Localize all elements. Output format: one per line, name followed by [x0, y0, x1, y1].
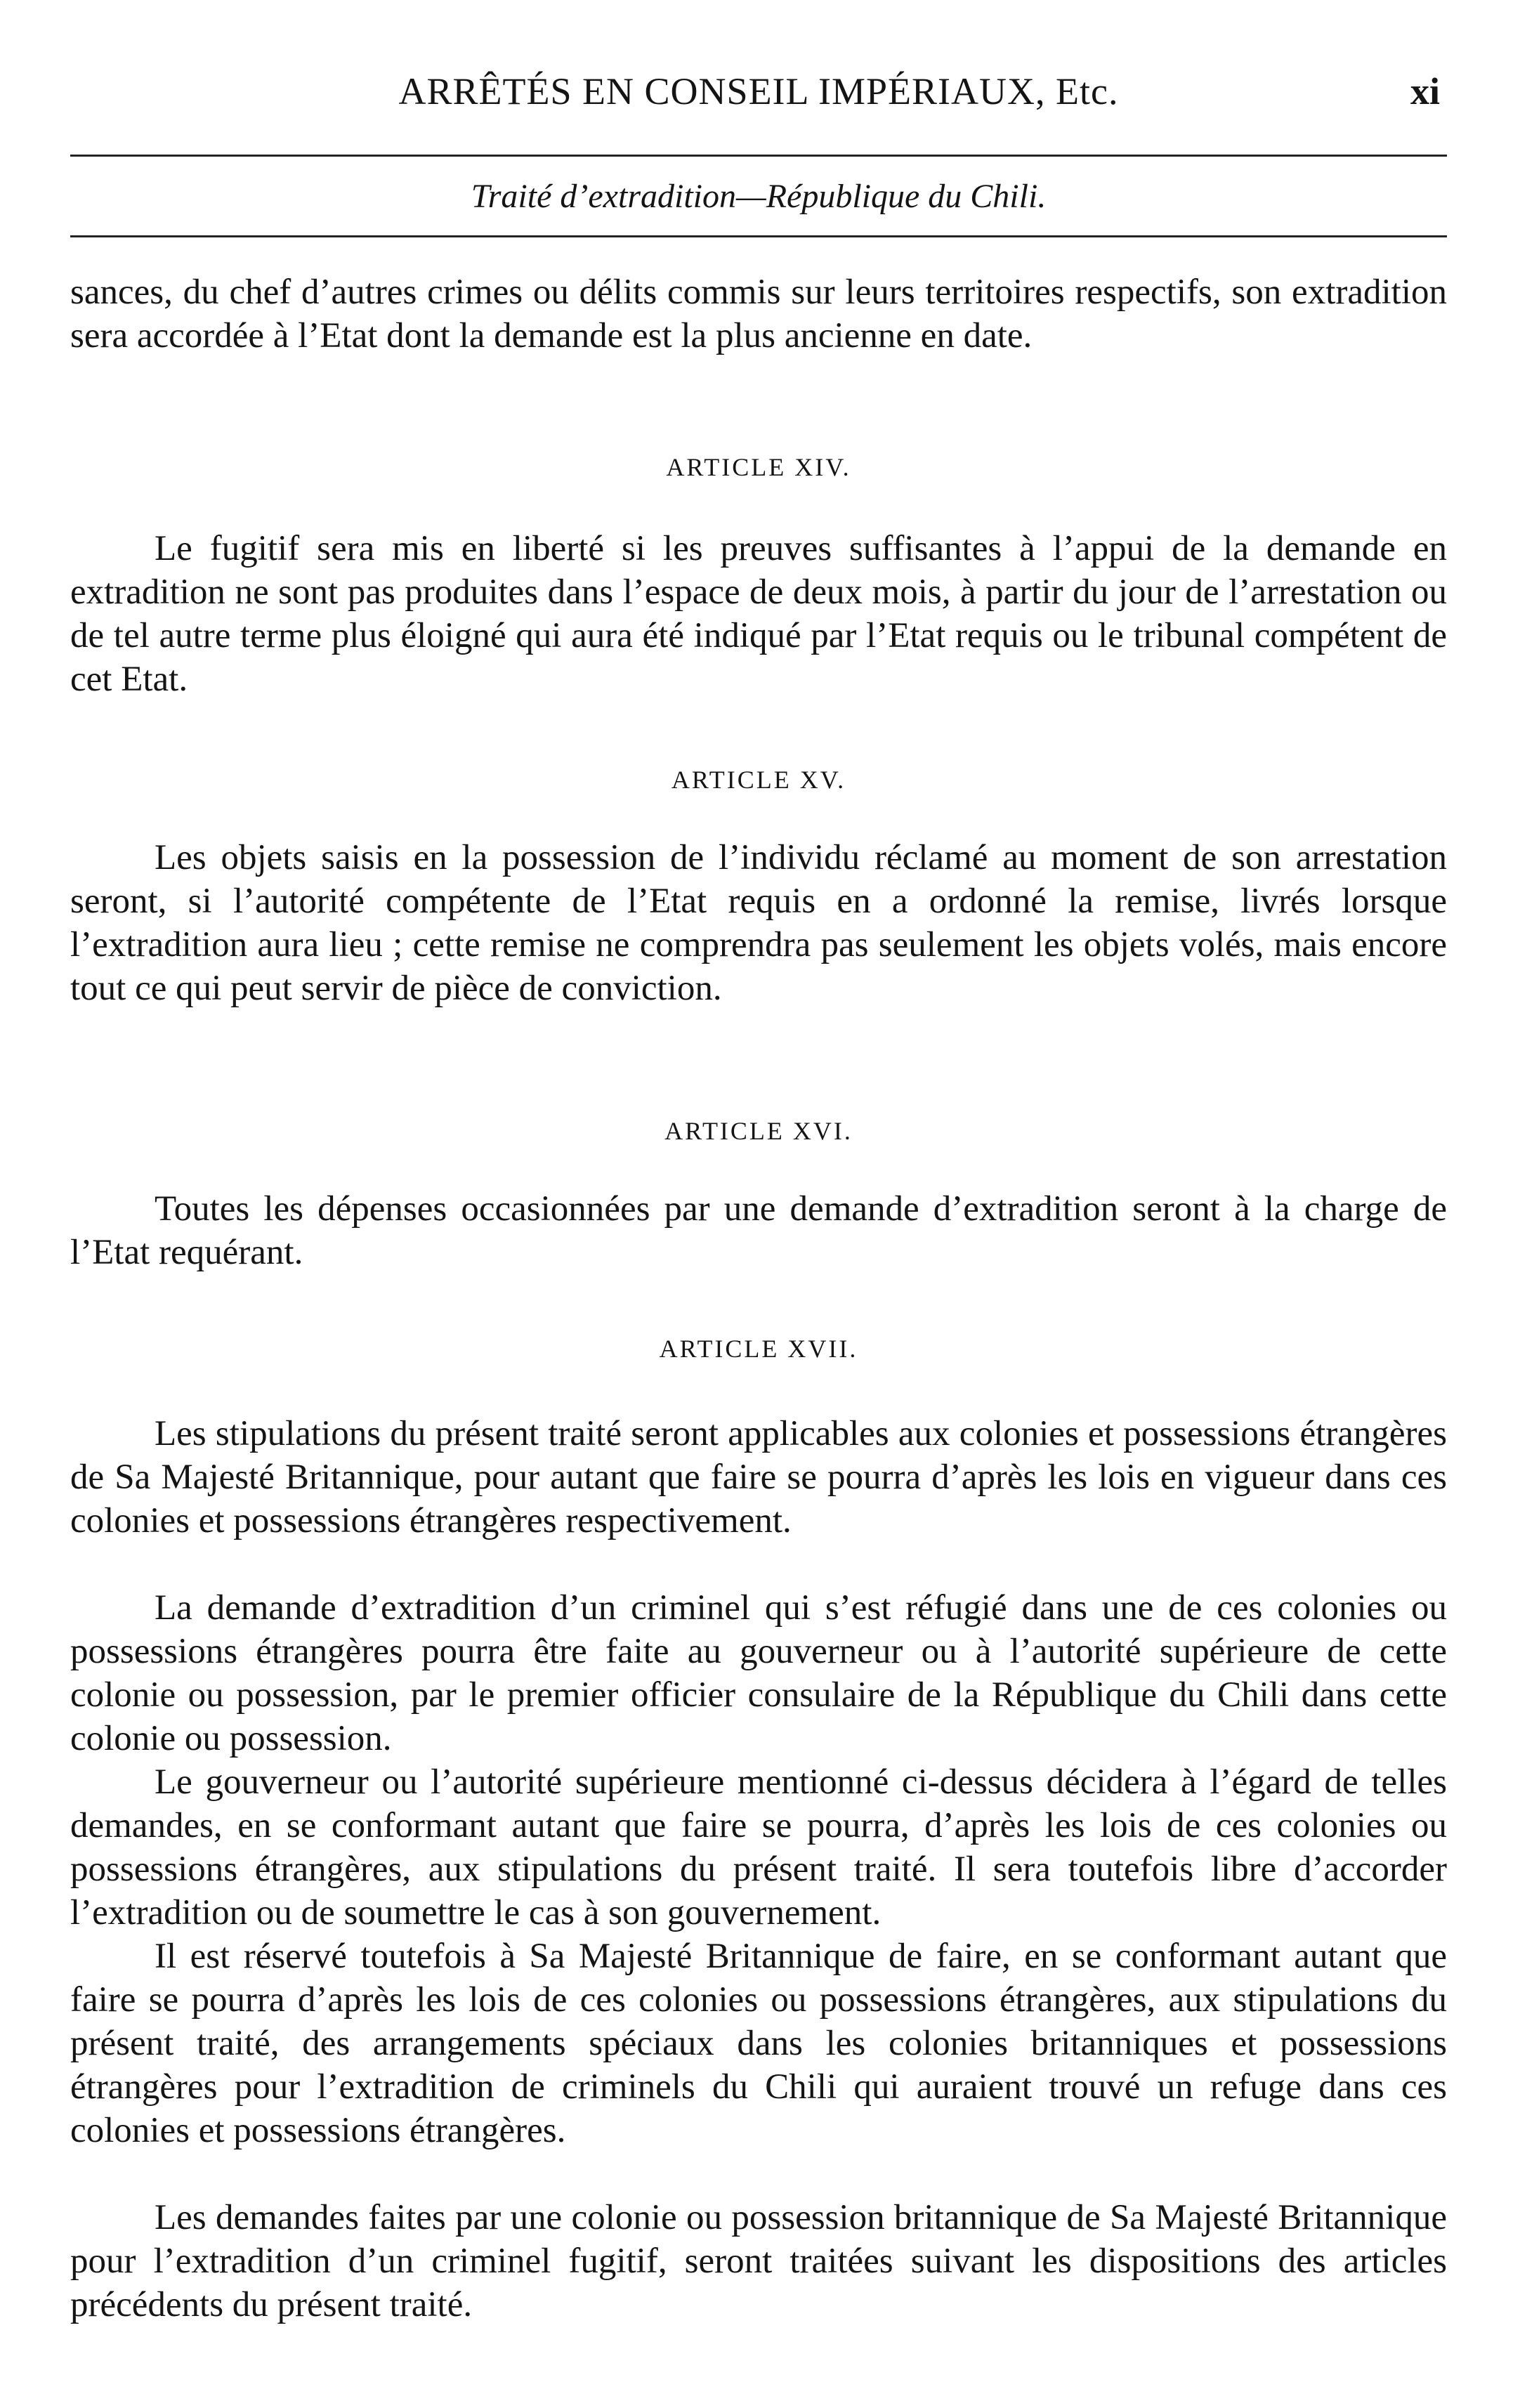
article-15-text: Les objets saisis en la possession de l’individu réclamé au moment de son arrestation seront, si l’autorité compétente de l’Etat requis en a ordonné la remise, livrés lorsque l’extradition aura lieu ; cette remise ne comprendra pas seulement les objets volés, mais encore tout ce qui peut servir de pièce de conviction.: [70, 838, 1447, 1008]
bottom-rule: [70, 235, 1447, 237]
article-17-paragraph: Il est réservé toutefois à Sa Majesté Britannique de faire, en se conformant autant que faire se pourra d’après les lois de ces colonies ou possessions étrangères, aux stipulations du présent traité, des arrangements spéciaux dans les colonies britanniques et possessions étrangères pour l’extradition de criminels du Chili qui auraient trouvé un refuge dans ces colonies et possessions étrangères.: [70, 1937, 1447, 2150]
continuation-paragraph: sances, du chef d’autres crimes ou délits commis sur leurs territoires respectifs, son extradition sera accordée à l’Etat dont la demande est la plus ancienne en date.: [70, 273, 1447, 355]
article-17-heading: ARTICLE XVII.: [659, 1335, 858, 1363]
running-title: ARRÊTÉS EN CONSEIL IMPÉRIAUX, Etc.: [398, 70, 1119, 112]
top-rule: [70, 155, 1447, 157]
article-16-text: Toutes les dépenses occasionnées par une demande d’extradition seront à la charge de l’Etat requérant.: [70, 1189, 1447, 1272]
article-14-text: Le fugitif sera mis en liberté si les preuves suffisantes à l’appui de la demande en extradition ne sont pas produites dans l’espace de deux mois, à partir du jour de l’arrestation ou de tel autre terme plus éloigné qui aura été indiqué par l’Etat requis ou le tribunal compétent de cet Etat.: [70, 529, 1447, 699]
article-16-heading: ARTICLE XVI.: [664, 1117, 853, 1145]
article-17-paragraph: Les demandes faites par une colonie ou possession britannique de Sa Majesté Britannique pour l’extradition d’un criminel fugitif, seront traitées suivant les dispositions des articles précédents du présent traité.: [70, 2198, 1447, 2324]
article-17-paragraph: Le gouverneur ou l’autorité supérieure mentionné ci-dessus décidera à l’égard de telles demandes, en se conformant autant que faire se pourra, d’après les lois de ces colonies ou possessions étrangères, aux stipulations du présent traité. Il sera toutefois libre d’accorder l’extradition ou de soumettre le cas à son gouvernement.: [70, 1762, 1447, 1932]
running-head: [70, 63, 1447, 119]
section-title: Traité d’extradition—République du Chili.: [471, 178, 1047, 215]
article-15-heading: ARTICLE XV.: [671, 766, 846, 794]
article-17-paragraph: La demande d’extradition d’un criminel qui s’est réfugié dans une de ces colonies ou possessions étrangères pourra être faite au gouverneur ou à l’autorité supérieure de cette colonie ou possession, par le premier officier consulaire de la République du Chili dans cette colonie ou possession.: [70, 1588, 1447, 1758]
article-17-paragraph: Les stipulations du présent traité seront applicables aux colonies et possessions étrangères de Sa Majesté Britannique, pour autant que faire se pourra d’après les lois en vigueur dans ces colonies et possessions étrangères respectivement.: [70, 1414, 1447, 1540]
page-number: xi: [1410, 70, 1440, 112]
article-14-heading: ARTICLE XIV.: [666, 453, 851, 481]
